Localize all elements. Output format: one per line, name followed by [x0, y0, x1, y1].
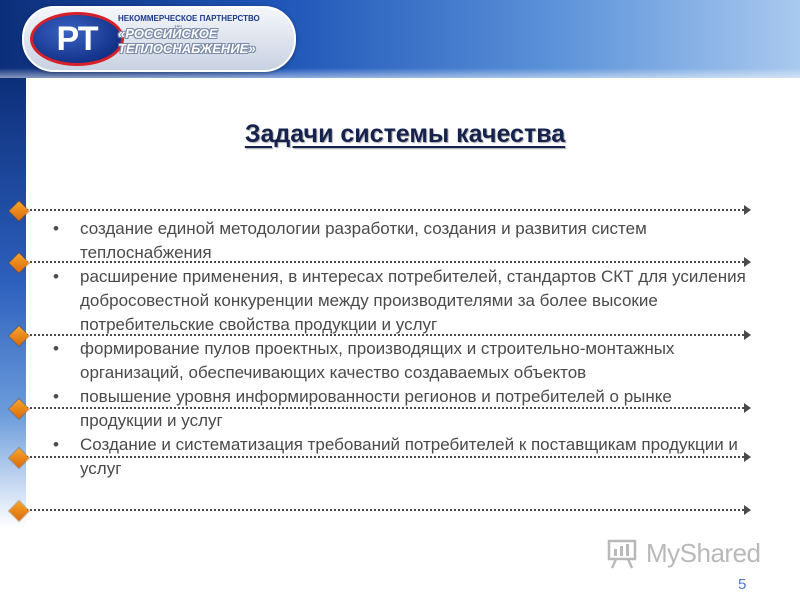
watermark-text: MyShared [646, 537, 761, 568]
page-number: 5 [738, 576, 747, 593]
myshared-watermark [606, 536, 761, 570]
arrow-right-icon [744, 505, 751, 515]
logo-line-3: ТЕПЛОСНАБЖЕНИЕ» [118, 41, 256, 56]
slide-title: Задачи системы качества [244, 120, 566, 148]
separator-line [18, 509, 744, 511]
list-item: • формирование пулов проектных, производящих и строительно-монтажных организаций, обеспечивающих качество создаваемых объектов [53, 337, 753, 385]
arrow-right-icon [744, 205, 751, 215]
presentation-board-icon [606, 536, 642, 570]
list-item: • создание единой методологии разработки, создания и развития систем теплоснабжения [53, 217, 753, 265]
logo-line-2: «РОССИЙСКОЕ [118, 26, 218, 41]
list-item: • Создание и систематизация требований потребителей к поставщикам продукции и услуг [53, 433, 753, 481]
task-list [53, 217, 753, 481]
logo-line-1: НЕКОММЕРЧЕСКОЕ ПАРТНЕРСТВО [118, 14, 260, 23]
logo-mark: РТ [30, 12, 124, 66]
separator-line [18, 209, 744, 211]
organization-logo [22, 6, 296, 72]
list-item: • расширение применения, в интересах потребителей, стандартов СКТ для усиления добросовестной конкуренции между производителями за более высокие потребительские свойства продукции и услуг [53, 265, 753, 337]
list-item: • повышение уровня информированности регионов и потребителей о рынке продукции и услуг [53, 385, 753, 433]
